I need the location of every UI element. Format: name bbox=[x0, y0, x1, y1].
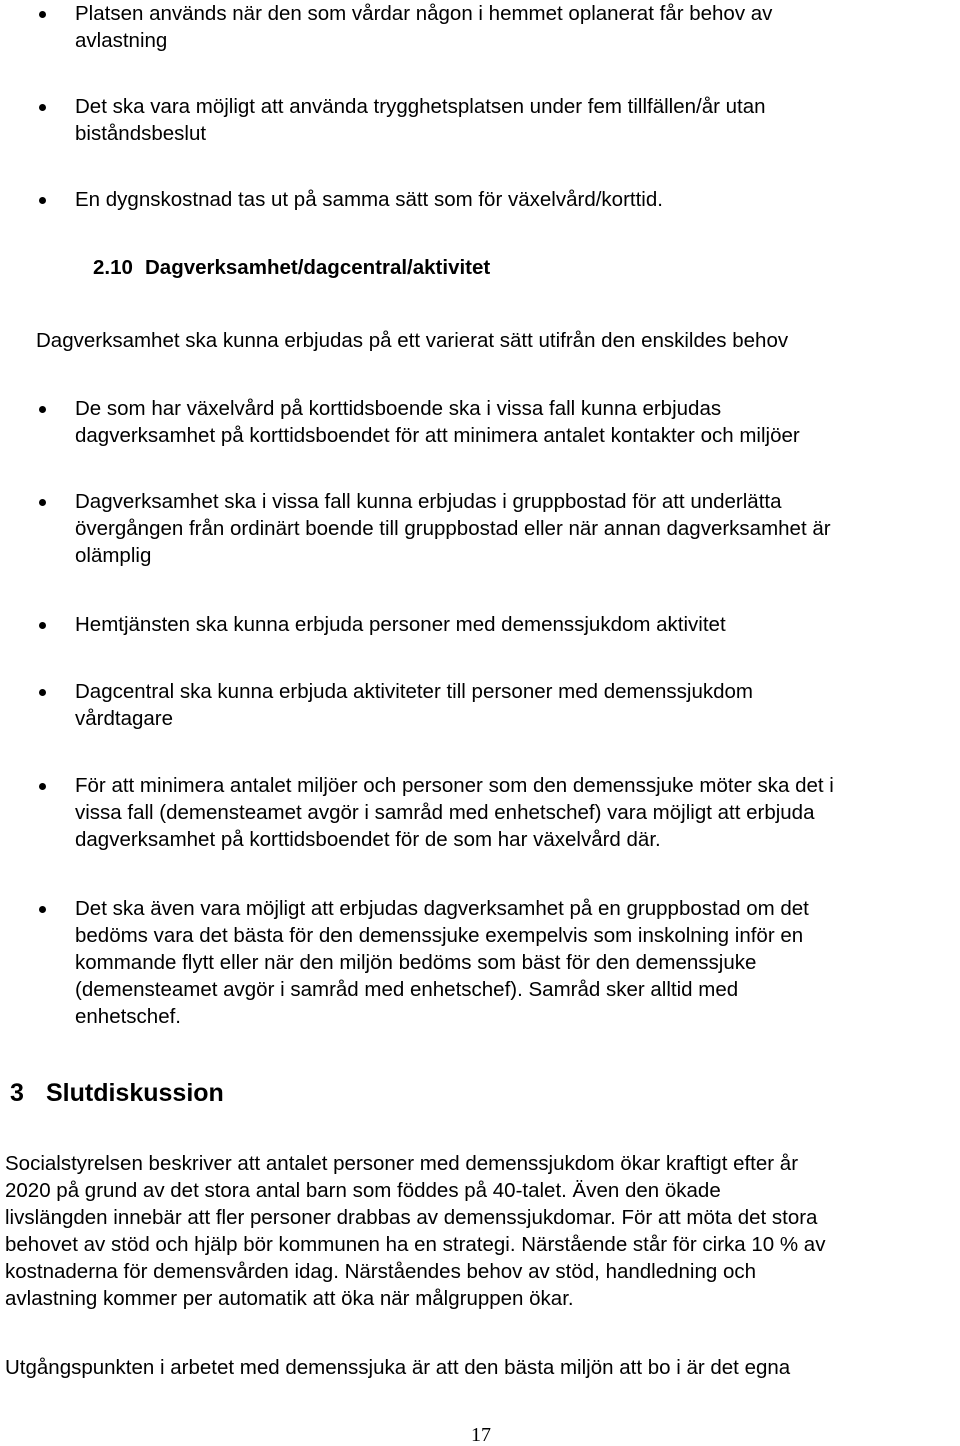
bullet-line: (demensteamet avgör i samråd med enhetschef). Samråd sker alltid med bbox=[75, 978, 739, 1001]
bullet-marker bbox=[39, 689, 46, 696]
bullet-line: vissa fall (demensteamet avgör i samråd med enhetschef) vara möjligt att erbjuda bbox=[75, 801, 815, 824]
bullet-marker bbox=[39, 499, 46, 506]
paragraph-line: Socialstyrelsen beskriver att antalet personer med demenssjukdom ökar kraftigt efter år bbox=[5, 1152, 799, 1175]
bullet-marker bbox=[39, 622, 46, 629]
paragraph-line: behovet av stöd och hjälp bör kommunen ha en strategi. Närstående står för cirka 10 % av bbox=[5, 1233, 826, 1256]
bullet-line: För att minimera antalet miljöer och personer som den demenssjuke möter ska det i bbox=[75, 774, 834, 797]
paragraph-line: livslängden innebär att fler personer drabbas av demenssjukdomar. För att möta det stora bbox=[5, 1206, 818, 1229]
bullet-line: De som har växelvård på korttidsboende ska i vissa fall kunna erbjudas bbox=[75, 397, 722, 420]
bullet-line: Det ska vara möjligt att använda trygghetsplatsen under fem tillfällen/år utan bbox=[75, 95, 766, 118]
section-title: Dagverksamhet/dagcentral/aktivitet bbox=[145, 256, 491, 279]
bullet-line: bedöms vara det bästa för den demenssjuke exempelvis som inskolning inför en bbox=[75, 924, 804, 947]
bullet-line: övergången från ordinärt boende till gruppbostad eller när annan dagverksamhet är bbox=[75, 517, 831, 540]
bullet-marker bbox=[39, 783, 46, 790]
bullet-line: olämplig bbox=[75, 544, 152, 567]
bullet-line: Dagverksamhet ska i vissa fall kunna erbjudas i gruppbostad för att underlätta bbox=[75, 490, 782, 513]
bullet-marker bbox=[39, 906, 46, 913]
bullet-line: En dygnskostnad tas ut på samma sätt som för växelvård/korttid. bbox=[75, 188, 663, 211]
paragraph-line: avlastning kommer per automatik att öka när målgruppen ökar. bbox=[5, 1287, 574, 1310]
section-number: 2.10 bbox=[93, 256, 133, 279]
chapter-number: 3 bbox=[10, 1079, 24, 1107]
bullet-marker bbox=[39, 406, 46, 413]
page-number: 17 bbox=[471, 1424, 491, 1446]
bullet-line: kommande flytt eller när den miljön bedöms som bäst för den demenssjuke bbox=[75, 951, 757, 974]
bullet-marker bbox=[39, 104, 46, 111]
bullet-marker bbox=[39, 11, 46, 18]
bullet-line: Platsen används när den som vårdar någon i hemmet oplanerat får behov av bbox=[75, 2, 773, 25]
bullet-line: dagverksamhet på korttidsboendet för att minimera antalet kontakter och miljöer bbox=[75, 424, 800, 447]
bullet-line: biståndsbeslut bbox=[75, 122, 207, 145]
bullet-line: enhetschef. bbox=[75, 1005, 181, 1028]
bullet-marker bbox=[39, 197, 46, 204]
bullet-line: Dagcentral ska kunna erbjuda aktiviteter till personer med demenssjukdom bbox=[75, 680, 753, 703]
paragraph-line: Utgångspunkten i arbetet med demenssjuka är att den bästa miljön att bo i är det egna bbox=[5, 1356, 791, 1379]
bullet-line: dagverksamhet på korttidsboendet för de som har växelvård där. bbox=[75, 828, 661, 851]
bullet-line: Det ska även vara möjligt att erbjudas dagverksamhet på en gruppbostad om det bbox=[75, 897, 809, 920]
section-intro: Dagverksamhet ska kunna erbjudas på ett varierat sätt utifrån den enskildes behov bbox=[36, 329, 789, 352]
chapter-title: Slutdiskussion bbox=[46, 1079, 224, 1107]
bullet-line: avlastning bbox=[75, 29, 168, 52]
paragraph-line: 2020 på grund av det stora antal barn som föddes på 40-talet. Även den ökade bbox=[5, 1179, 721, 1202]
bullet-line: Hemtjänsten ska kunna erbjuda personer med demenssjukdom aktivitet bbox=[75, 613, 726, 636]
paragraph-line: kostnaderna för demensvården idag. Närståendes behov av stöd, handledning och bbox=[5, 1260, 757, 1283]
bullet-line: vårdtagare bbox=[75, 707, 174, 730]
